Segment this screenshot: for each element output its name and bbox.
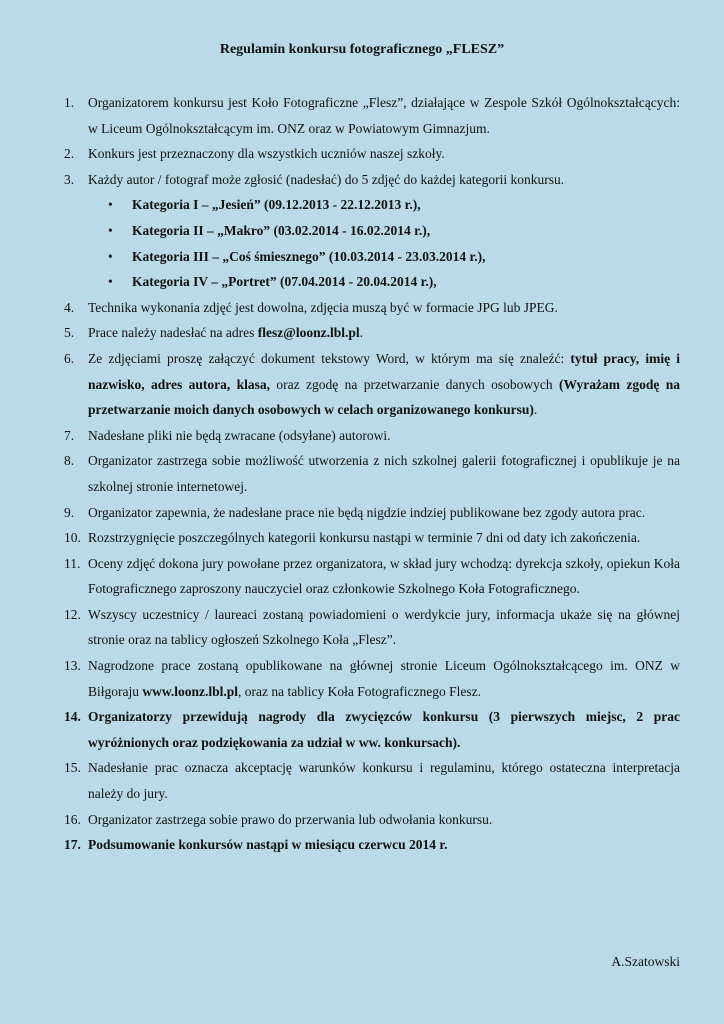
rule-item: [64, 346, 680, 423]
rule-item: [64, 90, 680, 141]
rule-text: [88, 90, 680, 141]
rules-list: [64, 90, 680, 858]
rule-item: [64, 423, 680, 449]
category-item: [64, 218, 680, 244]
rule-text: [88, 320, 680, 346]
bullet-icon: •: [108, 197, 113, 213]
rule-text: [88, 500, 680, 526]
rule-item: [64, 653, 680, 704]
rule-number: 16.: [64, 811, 81, 827]
rule-text-segment: Organizator zastrzega sobie prawo do przerwania lub odwołania konkursu.: [88, 811, 493, 827]
rule-text-segment: Nagrodzone prace zostaną opublikowane na głównej stronie Liceum Ogólnokształcącego im. ONZ w Biłgoraju: [88, 658, 680, 699]
category-label: Kategoria I – „Jesień” (09.12.2013 - 22.12.2013 r.),: [132, 197, 421, 213]
rule-text: [88, 755, 680, 806]
rule-text: [88, 448, 680, 499]
rule-text: [88, 141, 680, 167]
rule-item: [64, 807, 680, 833]
bullet-icon: •: [108, 248, 113, 264]
rule-item: [64, 295, 680, 321]
category-item: [64, 192, 680, 218]
rule-text: [88, 167, 680, 193]
document-title: Regulamin konkursu fotograficznego „FLESZ”: [219, 42, 505, 57]
rule-number: 14.: [64, 709, 81, 725]
rule-text-segment: Technika wykonania zdjęć jest dowolna, zdjęcia muszą być w formacie JPG lub JPEG.: [88, 299, 558, 315]
rule-text-segment: Prace należy nadesłać na adres: [88, 325, 258, 341]
rule-item: [64, 141, 680, 167]
rule-item: [64, 602, 680, 653]
rule-text-segment: Rozstrzygnięcie poszczególnych kategorii konkursu nastąpi w terminie 7 dni od daty ich zakończenia.: [88, 530, 641, 546]
rule-number: 8.: [64, 453, 75, 469]
rule-text-segment: flesz@loonz.lbl.pl: [257, 325, 360, 341]
bullet-icon: •: [108, 222, 113, 238]
rule-text: [88, 602, 680, 653]
rule-text: [88, 807, 680, 833]
rule-text-segment: Nadesłanie prac oznacza akceptację warunków konkursu i regulaminu, którego ostateczna interpretacja należy do jury.: [88, 760, 680, 802]
rule-text-segment: .: [533, 402, 538, 418]
rule-text-segment: oraz zgodę na przetwarzanie danych osobowych: [270, 376, 560, 392]
rule-text: [88, 832, 680, 858]
rule-item: [64, 525, 680, 551]
rule-text-segment: Konkurs jest przeznaczony dla wszystkich uczniów naszej szkoły.: [88, 146, 445, 162]
category-label: Kategoria II – „Makro” (03.02.2014 - 16.02.2014 r.),: [132, 222, 431, 238]
rule-text-segment: Organizator zapewnia, że nadesłane prace nie będą nigdzie indziej publikowane bez zgody autora prac.: [88, 504, 646, 520]
rule-text-segment: tytuł pracy, imię i nazwisko, adres autora, klasa,: [88, 350, 680, 392]
rule-text-segment: (Wyrażam zgodę na przetwarzanie moich danych osobowych w celach organizowanego konkursu): [88, 376, 680, 418]
rule-number: 6.: [64, 350, 75, 366]
author-signature: A.Szatowski: [611, 954, 680, 969]
rule-text: [88, 346, 680, 423]
rule-number: 11.: [64, 555, 81, 571]
rule-text-segment: Organizatorem konkursu jest Koło Fotograficzne „Flesz”, działające w Zespole Szkół Ogólnokształcących: w Liceum Ogólnokształcącym im. ONZ oraz w Powiatowym Gimnazjum.: [88, 95, 680, 136]
rule-number: 2.: [64, 146, 75, 162]
rule-text-segment: Nadesłane pliki nie będą zwracane (odsyłane) autorowi.: [88, 427, 391, 443]
rule-number: 17.: [64, 837, 81, 853]
rule-item: [64, 448, 680, 499]
rule-text-segment: Organizator zastrzega sobie możliwość utworzenia z nich szkolnej galerii fotograficznej i opublikuje je na szkolnej stronie internetowej.: [88, 453, 680, 494]
rule-number: 10.: [64, 530, 81, 546]
rule-item: [64, 500, 680, 526]
rule-text-segment: Każdy autor / fotograf może zgłosić (nadesłać) do 5 zdjęć do każdej kategorii konkursu.: [88, 171, 565, 187]
rule-number: 13.: [64, 658, 81, 674]
rule-text-segment: Organizatorzy przewidują nagrody dla zwycięzców konkursu (3 pierwszych miejsc, 2 prac wyróżnionych oraz podziękowania za udział w ww. konkursach).: [88, 709, 680, 750]
rule-text-segment: .: [359, 325, 363, 341]
rule-text-segment: , oraz na tablicy Koła Fotograficznego Flesz.: [238, 683, 481, 699]
rule-item: [64, 167, 680, 193]
rule-number: 15.: [64, 760, 81, 776]
rule-number: 7.: [64, 427, 75, 443]
rules-before-categories: [64, 90, 680, 192]
rule-number: 5.: [64, 325, 75, 341]
rule-number: 1.: [64, 95, 75, 110]
rule-text: [88, 551, 680, 602]
rule-number: 12.: [64, 606, 81, 622]
rule-text-segment: Ze zdjęciami proszę załączyć dokument tekstowy Word, w którym ma się znaleźć:: [88, 350, 571, 366]
rule-text: [88, 423, 680, 449]
rule-item: [64, 704, 680, 755]
rule-text-segment: www.loonz.lbl.pl: [142, 683, 239, 699]
bullet-icon: •: [108, 274, 113, 290]
category-label: Kategoria III – „Coś śmiesznego” (10.03.2014 - 23.03.2014 r.),: [132, 248, 486, 264]
rule-text: [88, 295, 680, 321]
rule-text: [88, 525, 680, 551]
category-item: [64, 269, 680, 295]
rule-text: [88, 704, 680, 755]
rule-text: [88, 653, 680, 704]
rules-after-categories: [64, 295, 680, 858]
category-label: Kategoria IV – „Portret” (07.04.2014 - 20.04.2014 r.),: [132, 274, 437, 290]
rule-item: [64, 755, 680, 806]
rule-number: 9.: [64, 504, 75, 520]
rule-text-segment: Podsumowanie konkursów nastąpi w miesiącu czerwcu 2014 r.: [88, 837, 448, 853]
rule-text-segment: Wszyscy uczestnicy / laureaci zostaną powiadomieni o werdykcie jury, informacja ukaże się na głównej stronie oraz na tablicy ogłoszeń Szkolnego Koła „Flesz”.: [88, 606, 680, 648]
rule-text-segment: Oceny zdjęć dokona jury powołane przez organizatora, w skład jury wchodzą: dyrekcja szkoły, opiekun Koła Fotograficznego zaproszony nauczyciel oraz członkowie Szkolnego Koła Fotograficznego.: [88, 555, 680, 597]
rule-item: [64, 832, 680, 858]
rule-number: 4.: [64, 299, 75, 315]
rule-item: [64, 551, 680, 602]
category-item: [64, 244, 680, 270]
categories-list: [64, 192, 680, 294]
rule-item: [64, 320, 680, 346]
rule-number: 3.: [64, 171, 75, 187]
